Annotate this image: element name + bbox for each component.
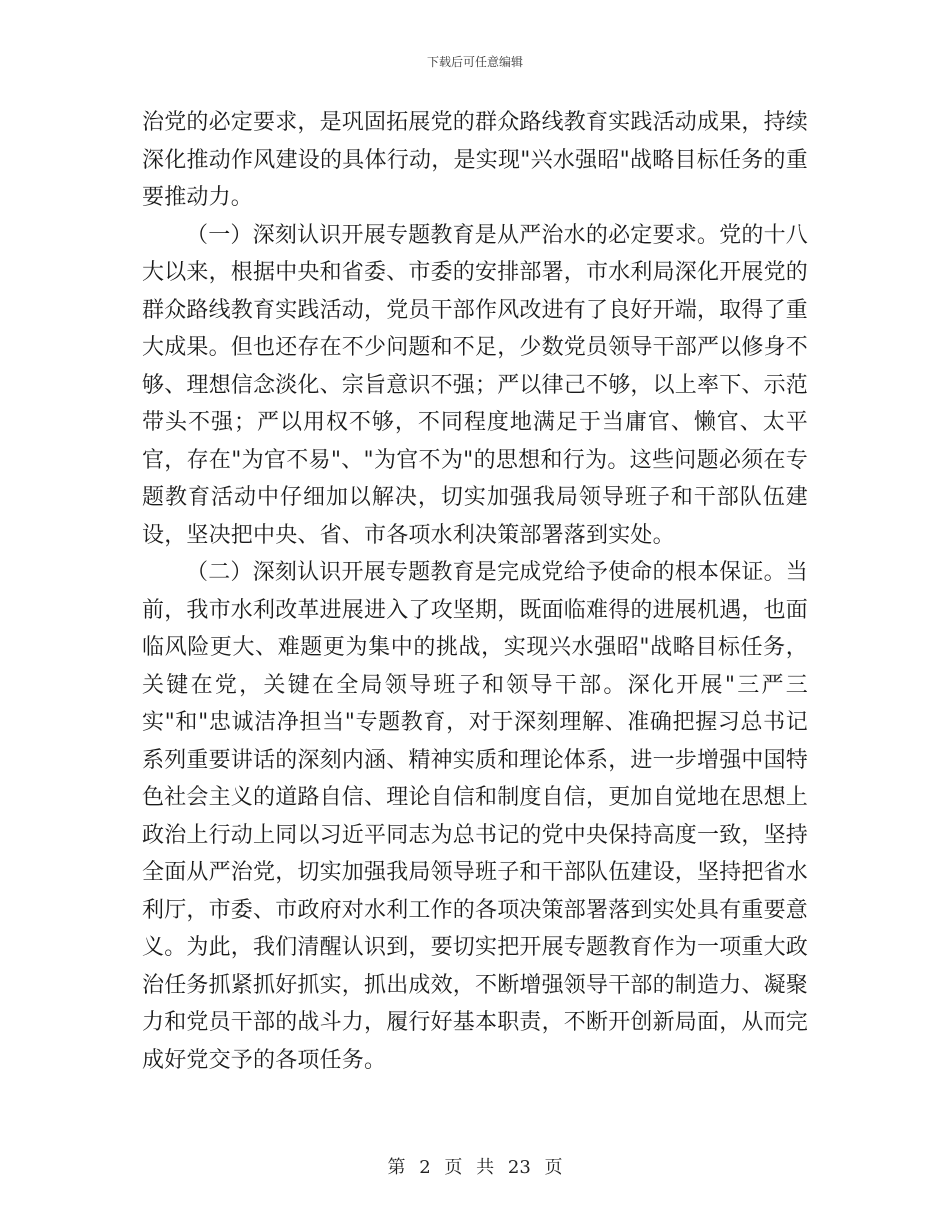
page-header-note: 下载后可任意编辑 (426, 55, 523, 69)
paragraph-section-two: （二）深刻认识开展专题教育是完成党给予使命的根本保证。当前，我市水利改革进展进入了攻坚期，既面临难得的进展机遇，也面临风险更大、难题更为集中的挑战，实现兴水强昭"战略目标任务，关键在党，关键在全局领导班子和领导干部。深化开展"三严三实"和"忠诚洁净担当"专题教育，对于深刻理解、准确把握习总书记系列重要讲话的深刻内涵、精神实质和理论体系，进一步增强中国特色社会主义的道路自信、理论自信和制度自信，更加自觉地在思想上政治上行动上同以习近平同志为总书记的党中央保持高度一致，坚持全面从严治党，切实加强我局领导班子和干部队伍建设，坚持把省水利厅，市委、市政府对水利工作的各项决策部署落到实处具有重要意义。为此，我们清醒认识到，要切实把开展专题教育作为一项重大政治任务抓紧抓好抓实，抓出成效，不断增强领导干部的制造力、凝聚力和党员干部的战斗力，履行好基本职责，不断开创新局面，从而完成好党交予的各项任务。 (142, 560, 809, 1073)
page-footer (0, 1153, 950, 1179)
document-body (142, 104, 808, 1079)
footer-label-page: 第 (387, 1157, 406, 1178)
footer-label-total: 共 (476, 1157, 495, 1178)
footer-total-pages: 23 (507, 1157, 531, 1178)
footer-label-unit-end: 页 (544, 1157, 563, 1178)
footer-current-page: 2 (419, 1157, 431, 1178)
paragraph-continuation: 治党的必定要求，是巩固拓展党的群众路线教育实践活动成果，持续深化推动作风建设的具体行动，是实现"兴水强昭"战略目标任务的重要推动力。 (142, 110, 809, 210)
footer-label-unit: 页 (444, 1157, 463, 1178)
paragraph-section-one: （一）深刻认识开展专题教育是从严治水的必定要求。党的十八大以来，根据中央和省委、市委的安排部署，市水利局深化开展党的群众路线教育实践活动，党员干部作风改进有了良好开端，取得了重大成果。但也还存在不少问题和不足，少数党员领导干部严以修身不够、理想信念淡化、宗旨意识不强；严以律己不够，以上率下、示范带头不强；严以用权不够，不同程度地满足于当庸官、懒官、太平官，存在"为官不易"、"为官不为"的思想和行为。这些问题必须在专题教育活动中仔细加以解决，切实加强我局领导班子和干部队伍建设，坚决把中央、省、市各项水利决策部署落到实处。 (142, 222, 809, 548)
